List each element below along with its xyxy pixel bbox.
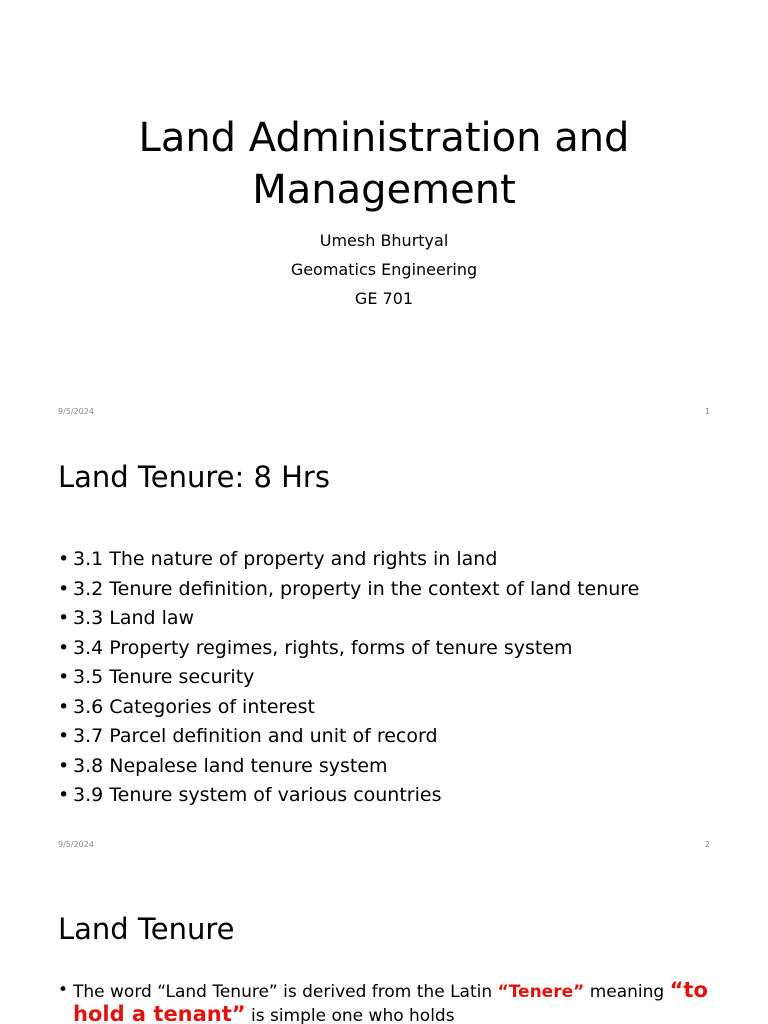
definition-text bbox=[73, 979, 718, 1024]
bullet-icon: • bbox=[58, 666, 70, 688]
definition-list bbox=[58, 979, 718, 1024]
department-name: Geomatics Engineering bbox=[290, 260, 478, 279]
slide-syllabus bbox=[0, 433, 768, 865]
slide-heading: Land Tenure: 8 Hrs bbox=[58, 460, 330, 494]
bullet-icon: • bbox=[58, 725, 70, 747]
topic-text: 3.4 Property regimes, rights, forms of tenure system bbox=[73, 636, 573, 659]
list-item bbox=[58, 752, 718, 782]
list-item bbox=[58, 693, 718, 723]
bullet-icon: • bbox=[58, 577, 70, 600]
bullet-icon: • bbox=[58, 548, 70, 570]
topic-text: 3.6 Categories of interest bbox=[73, 695, 315, 718]
presentation-title: Land Administration and Management bbox=[138, 115, 630, 213]
definition-connector: meaning bbox=[584, 982, 670, 1002]
definition-end: is simple one who holds bbox=[245, 1006, 455, 1024]
list-item bbox=[58, 781, 718, 811]
topic-text: 3.2 Tenure definition, property in the context of land tenure bbox=[73, 577, 640, 600]
course-code: GE 701 bbox=[354, 289, 414, 308]
topic-text: 3.7 Parcel definition and unit of record bbox=[73, 725, 438, 747]
list-item bbox=[58, 575, 718, 605]
definition-intro: The word “Land Tenure” is derived from the Latin bbox=[73, 982, 498, 1002]
topic-text: 3.9 Tenure system of various countries bbox=[73, 784, 442, 806]
bullet-icon: • bbox=[58, 784, 70, 806]
slide-number: 2 bbox=[704, 840, 710, 849]
list-item bbox=[58, 634, 718, 664]
bullet-icon: • bbox=[58, 754, 70, 777]
topic-text: 3.3 Land law bbox=[73, 607, 195, 629]
slide-land-tenure bbox=[0, 866, 768, 1024]
bullet-icon: • bbox=[58, 636, 70, 659]
slide-number: 1 bbox=[704, 407, 710, 416]
bullet-icon: • bbox=[58, 980, 69, 1000]
list-item bbox=[58, 663, 718, 693]
topic-text: 3.8 Nepalese land tenure system bbox=[73, 754, 388, 777]
slide-heading: Land Tenure bbox=[58, 912, 235, 946]
list-item bbox=[58, 545, 718, 575]
author-name: Umesh Bhurtyal bbox=[319, 231, 449, 250]
bullet-icon: • bbox=[58, 695, 70, 718]
slide-title-page bbox=[0, 0, 768, 432]
slide-date: 9/5/2024 bbox=[58, 840, 94, 849]
topic-text: 3.5 Tenure security bbox=[73, 666, 255, 688]
list-item bbox=[58, 979, 718, 1024]
list-item bbox=[58, 722, 718, 752]
list-item bbox=[58, 604, 718, 634]
latin-term: “Tenere” bbox=[497, 982, 585, 1002]
slide-date: 9/5/2024 bbox=[58, 407, 94, 416]
topic-text: 3.1 The nature of property and rights in land bbox=[73, 548, 498, 570]
subtitle-block bbox=[0, 226, 768, 313]
bullet-icon: • bbox=[58, 607, 70, 629]
term-meaning: “to hold a tenant” bbox=[73, 978, 708, 1024]
topic-list bbox=[58, 545, 718, 811]
